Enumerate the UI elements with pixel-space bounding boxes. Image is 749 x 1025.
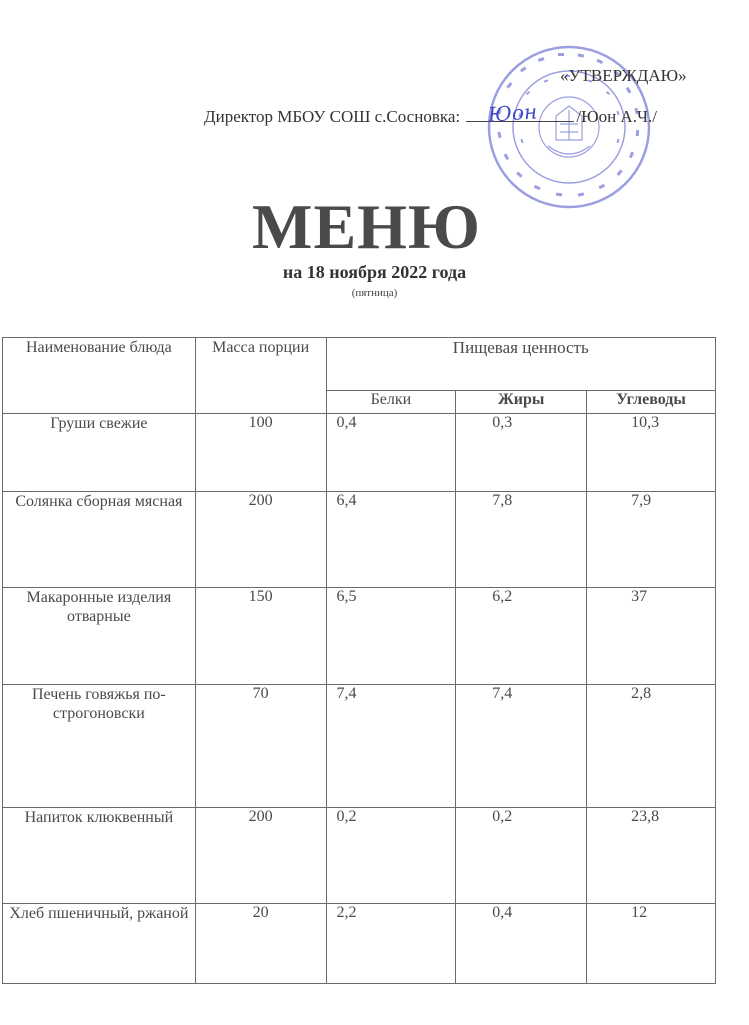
dish-protein: 6,5 — [326, 588, 456, 685]
signature-line — [466, 99, 574, 127]
approve-label: «УТВЕРЖДАЮ» — [560, 66, 687, 85]
dish-protein: 2,2 — [326, 904, 456, 984]
menu-date: на 18 ноября 2022 года — [282, 262, 467, 282]
dish-carb: 10,3 — [587, 414, 716, 492]
dish-fat: 0,4 — [456, 904, 587, 984]
dish-name: Солянка сборная мясная — [3, 492, 196, 588]
dish-name: Напиток клюквенный — [3, 808, 196, 904]
dish-carb: 23,8 — [587, 808, 716, 904]
menu-table — [2, 337, 716, 984]
dish-carb: 2,8 — [587, 685, 716, 808]
column-header-name: Наименование блюда — [3, 338, 196, 414]
director-name: /Юон А.Ч./ — [576, 107, 657, 126]
dish-carb: 7,9 — [587, 492, 716, 588]
director-prefix: Директор МБОУ СОШ с.Сосновка: — [204, 107, 461, 126]
dish-mass: 200 — [195, 492, 326, 588]
dish-mass: 20 — [195, 904, 326, 984]
column-header-fat: Жиры — [456, 391, 587, 414]
table-row — [3, 808, 716, 904]
table-row — [3, 904, 716, 984]
table-row — [3, 414, 716, 492]
column-header-mass: Масса порции — [195, 338, 326, 414]
dish-mass: 200 — [195, 808, 326, 904]
dish-name: Хлеб пшеничный, ржаной — [3, 904, 196, 984]
dish-protein: 0,4 — [326, 414, 456, 492]
signature: Юон — [487, 99, 539, 127]
table-header-row — [3, 338, 716, 391]
dish-fat: 0,3 — [456, 414, 587, 492]
dish-protein: 0,2 — [326, 808, 456, 904]
dish-carb: 37 — [587, 588, 716, 685]
table-row — [3, 492, 716, 588]
table-row — [3, 588, 716, 685]
dish-name: Печень говяжья по-строгоновски — [3, 685, 196, 808]
dish-name: Макаронные изделия отварные — [3, 588, 196, 685]
column-header-nutrition: Пищевая ценность — [326, 338, 715, 391]
column-header-carb: Углеводы — [587, 391, 716, 414]
dish-protein: 7,4 — [326, 685, 456, 808]
page-title: МЕНЮ — [252, 191, 481, 262]
dish-fat: 7,4 — [456, 685, 587, 808]
dish-fat: 0,2 — [456, 808, 587, 904]
column-header-protein: Белки — [326, 391, 456, 414]
director-line — [204, 99, 657, 127]
table-row — [3, 685, 716, 808]
dish-fat: 7,8 — [456, 492, 587, 588]
dish-name: Груши свежие — [3, 414, 196, 492]
dish-mass: 150 — [195, 588, 326, 685]
dish-fat: 6,2 — [456, 588, 587, 685]
dish-mass: 100 — [195, 414, 326, 492]
dish-protein: 6,4 — [326, 492, 456, 588]
dish-mass: 70 — [195, 685, 326, 808]
menu-weekday: (пятница) — [351, 287, 398, 299]
dish-carb: 12 — [587, 904, 716, 984]
